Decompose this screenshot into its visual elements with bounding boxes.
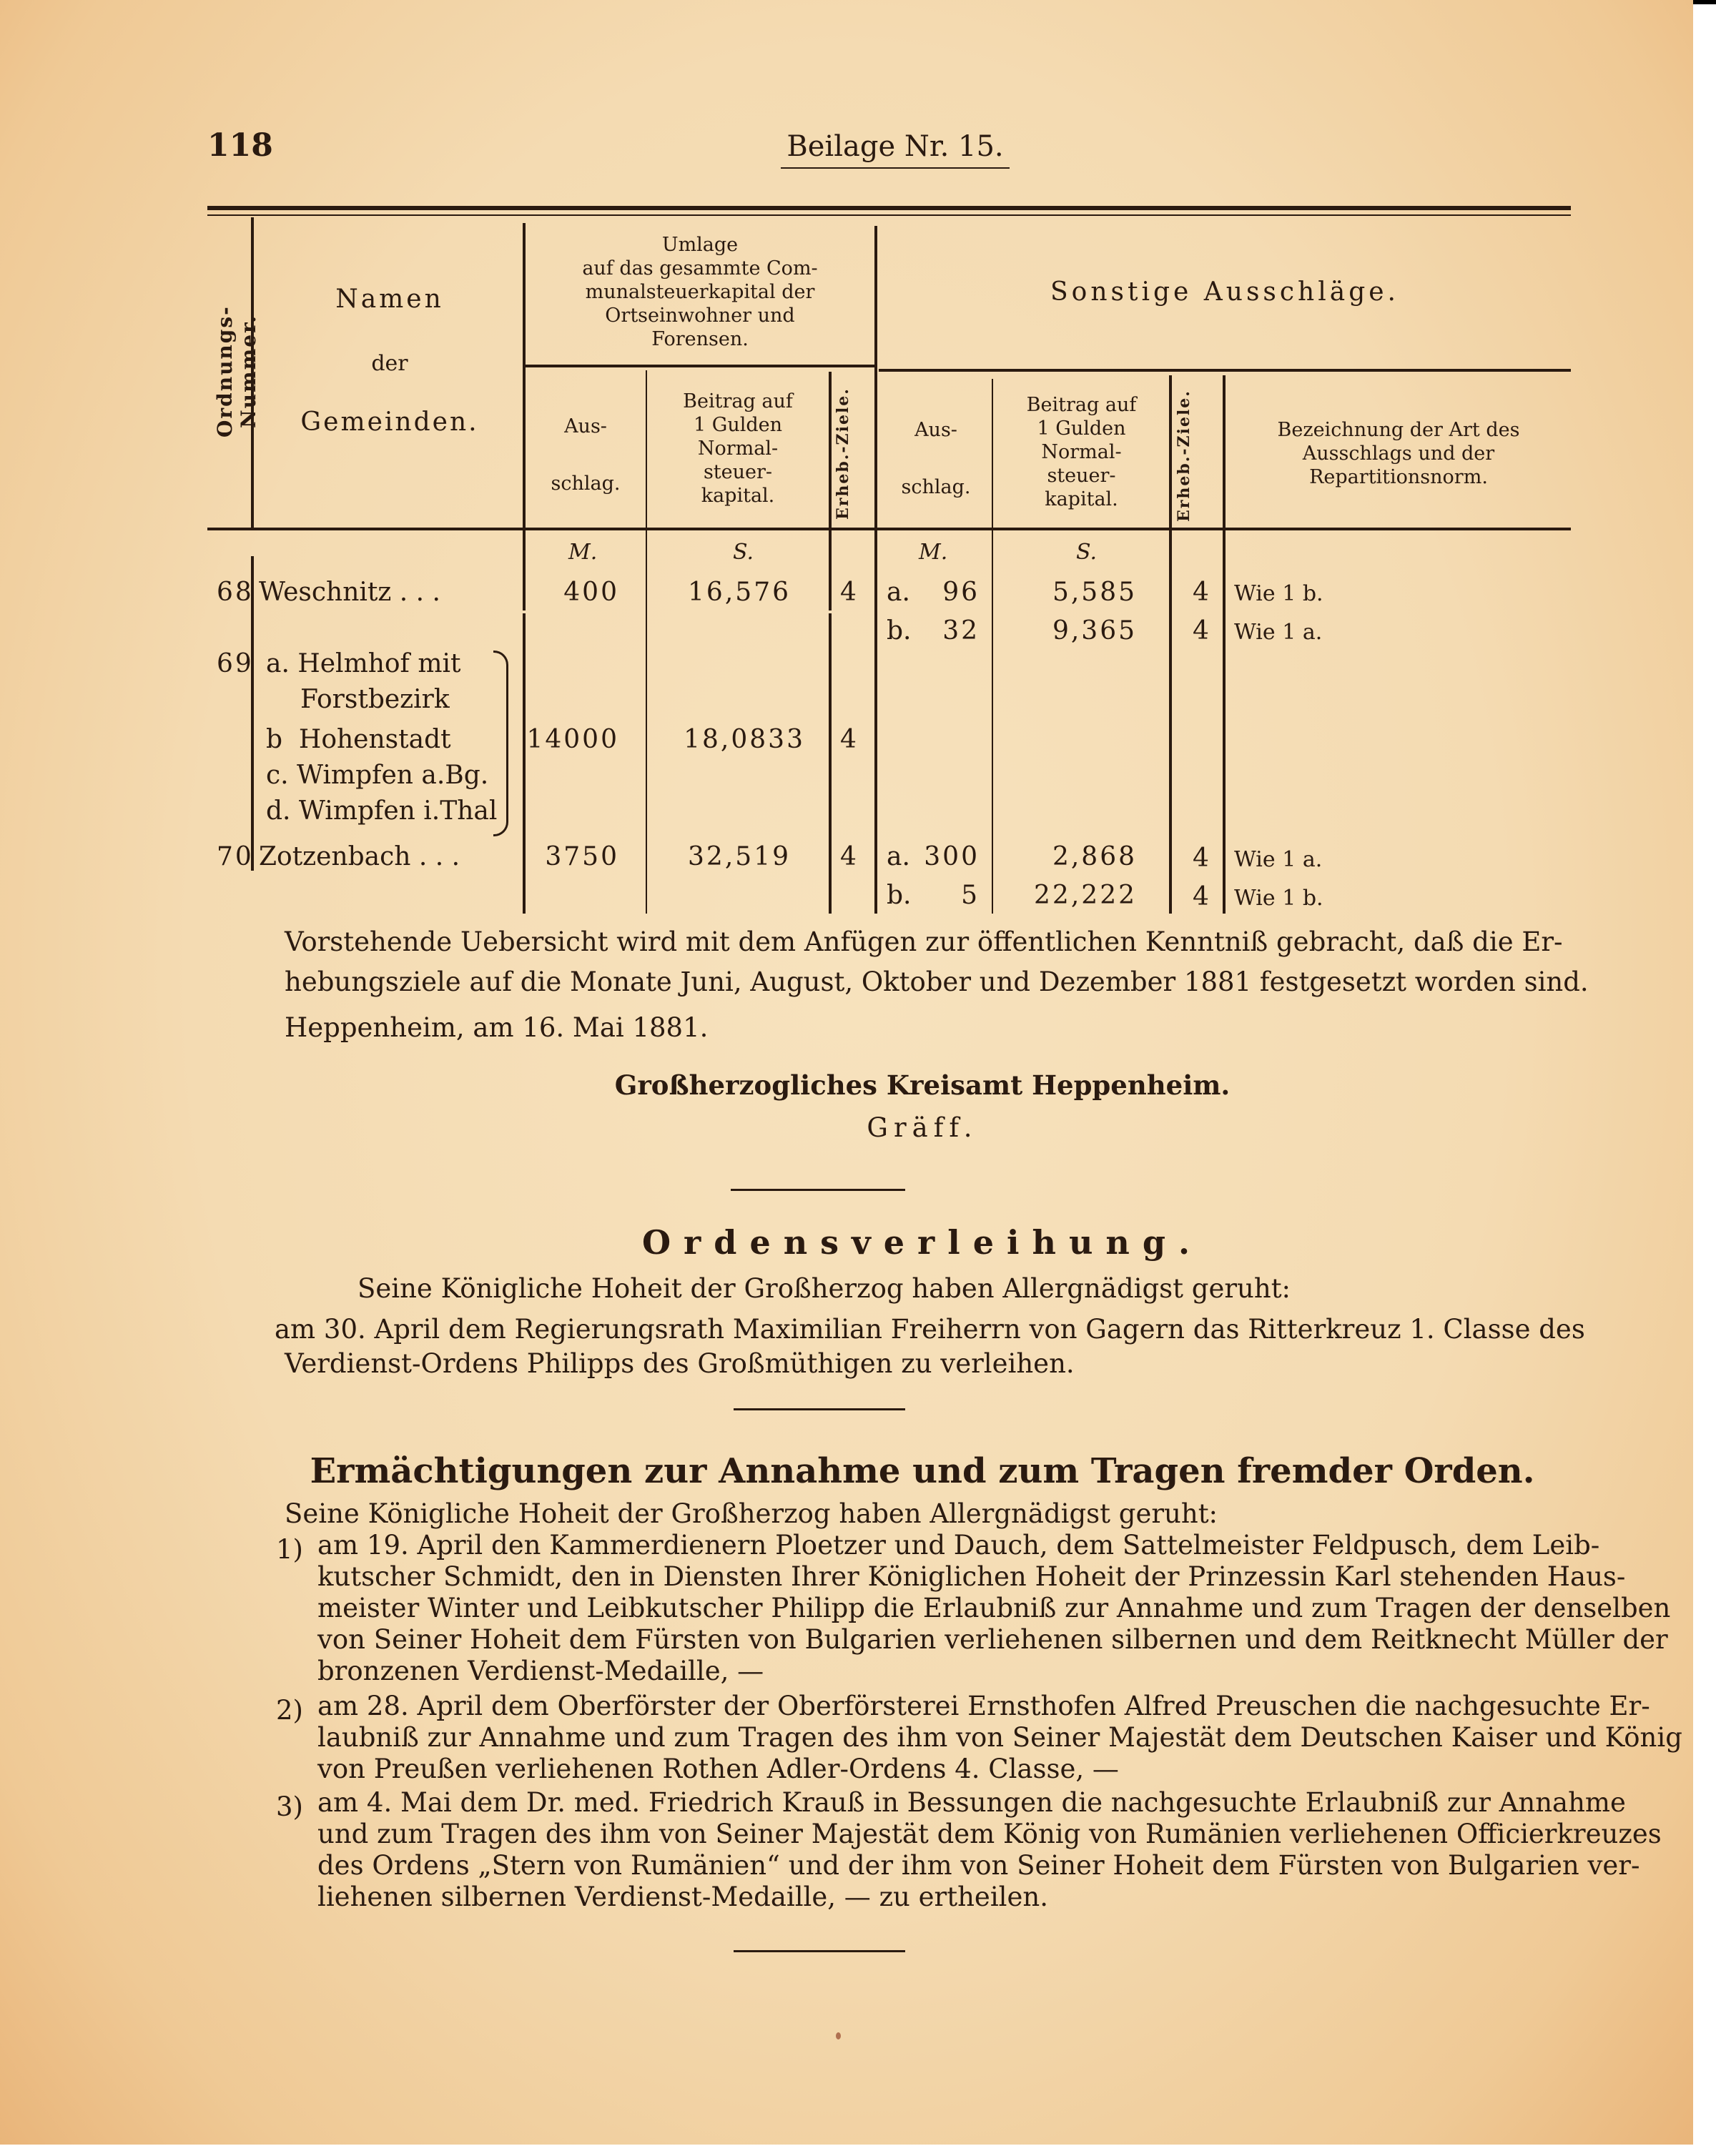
section-divider bbox=[734, 1408, 905, 1410]
item-text bbox=[317, 1787, 1662, 1913]
col-divider bbox=[523, 530, 526, 610]
header-beitrag bbox=[648, 390, 828, 508]
sonstige-beitrag: 5,585 bbox=[1052, 578, 1137, 607]
umlage-subheader-rule bbox=[523, 365, 875, 367]
col-divider bbox=[523, 613, 526, 914]
header-umlage-line: Umlage bbox=[661, 234, 739, 256]
umlage-ziele: 4 bbox=[840, 842, 859, 871]
scan-edge-mark bbox=[1693, 0, 1716, 4]
umlage-ziele: 4 bbox=[840, 725, 859, 754]
table-header-bottom-rule bbox=[207, 528, 1571, 530]
row-number: 69 bbox=[217, 649, 254, 678]
unit-mark-b: M. bbox=[919, 540, 948, 565]
item-line: des Ordens „Stern von Rumänien“ und der ihm von Seiner Hoheit dem Fürsten von Bulgarien ver- bbox=[317, 1850, 1640, 1881]
sonstige-beitrag: 9,365 bbox=[1052, 616, 1137, 646]
sonstige-ziele: 4 bbox=[1193, 578, 1211, 607]
sonstige-bezeichnung: Wie 1 b. bbox=[1234, 581, 1323, 606]
sonstige-subheader-rule bbox=[879, 369, 1571, 372]
header-ausschlag-2b: schlag. bbox=[901, 476, 971, 498]
header-umlage-line: munalsteuerkapital der bbox=[585, 281, 815, 303]
col-divider bbox=[992, 379, 993, 528]
unit-mark: M. bbox=[568, 540, 598, 565]
page-number: 118 bbox=[207, 127, 273, 164]
municipality-part: c. Wimpfen a.Bg. bbox=[266, 761, 489, 790]
sonstige-ausschlag: 32 bbox=[942, 616, 980, 646]
item-line: laubniß zur Annahme und zum Tragen des ihm von Seiner Majestät dem Deutschen Kaiser und König bbox=[317, 1722, 1682, 1753]
header-beitrag-b bbox=[994, 393, 1169, 511]
header-names-3: Gemeinden. bbox=[300, 407, 479, 437]
item-line: kutscher Schmidt, den in Diensten Ihrer Königlichen Hoheit der Prinzessin Karl stehenden Haus- bbox=[317, 1561, 1626, 1592]
sonstige-ausschlag: 96 bbox=[942, 578, 980, 607]
col-divider bbox=[874, 530, 877, 914]
header-bezeichnung-line: Ausschlags und der bbox=[1302, 442, 1495, 465]
col-divider bbox=[992, 530, 993, 914]
header-beitrag-line: Normal- bbox=[1041, 441, 1122, 463]
umlage-ausschlag: 3750 bbox=[545, 842, 619, 871]
header-bezeichnung bbox=[1227, 418, 1570, 489]
orden-intro: Seine Königliche Hoheit der Großherzog haben Allergnädigst geruht: bbox=[358, 1273, 1291, 1304]
umlage-ausschlag: 400 bbox=[563, 578, 619, 607]
header-order-number: Ordnungs-Nummer. bbox=[213, 305, 260, 438]
notice-place-date: Heppenheim, am 16. Mai 1881. bbox=[285, 1012, 709, 1043]
header-umlage-line: Forensen. bbox=[651, 328, 749, 350]
sub-label: b. bbox=[887, 616, 912, 646]
header-ausschlag-1: Aus- bbox=[564, 415, 607, 437]
umlage-ausschlag: 14000 bbox=[526, 725, 619, 754]
fremde-title: Ermächtigungen zur Annahme und zum Tragen fremder Orden. bbox=[310, 1451, 1535, 1491]
header-ausschlag-1b: Aus- bbox=[914, 419, 957, 441]
notice-authority: Großherzogliches Kreisamt Heppenheim. bbox=[614, 1069, 1231, 1101]
header-beitrag-line: Normal- bbox=[697, 437, 779, 460]
row-number: 70 bbox=[217, 842, 254, 871]
fremde-intro: Seine Königliche Hoheit der Großherzog haben Allergnädigst geruht: bbox=[285, 1498, 1218, 1529]
col-divider bbox=[1223, 375, 1226, 528]
notice-signature: Gräff. bbox=[867, 1112, 978, 1143]
orden-line: Verdienst-Ordens Philipps des Großmüthigen zu verleihen. bbox=[285, 1348, 1075, 1379]
item-line: liehenen silbernen Verdienst-Medaille, — zu ertheilen. bbox=[317, 1881, 1048, 1912]
row-number: 68 bbox=[217, 578, 254, 607]
supplement-title: Beilage Nr. 15. bbox=[786, 130, 1004, 163]
section-divider bbox=[731, 1189, 905, 1191]
header-umlage-line: auf das gesammte Com- bbox=[582, 257, 818, 280]
umlage-beitrag: 32,519 bbox=[688, 842, 791, 871]
item-line: bronzenen Verdienst-Medaille, — bbox=[317, 1656, 764, 1686]
item-marker: 3) bbox=[276, 1791, 303, 1822]
notice-paragraph bbox=[285, 922, 1589, 1002]
item-line: von Preußen verliehenen Rothen Adler-Ordens 4. Classe, — bbox=[317, 1754, 1119, 1784]
header-erheb-ziele: Erheb.-Ziele. bbox=[834, 387, 852, 520]
header-names-2: der bbox=[371, 351, 408, 376]
item-text bbox=[317, 1530, 1671, 1687]
sonstige-bezeichnung: Wie 1 b. bbox=[1234, 886, 1323, 911]
header-beitrag-line: Beitrag auf bbox=[1026, 394, 1137, 416]
municipality-name: Zotzenbach . . . bbox=[259, 842, 460, 871]
item-line: von Seiner Hoheit dem Fürsten von Bulgarien verliehenen silbernen und dem Reitknecht Müller der bbox=[317, 1624, 1668, 1655]
sonstige-ziele: 4 bbox=[1193, 882, 1211, 911]
sonstige-beitrag: 2,868 bbox=[1052, 842, 1137, 871]
header-names-1: Namen bbox=[335, 285, 444, 314]
header-beitrag-line: steuer- bbox=[1047, 465, 1116, 487]
header-bezeichnung-line: Bezeichnung der Art des bbox=[1277, 419, 1520, 441]
col-divider bbox=[646, 370, 647, 528]
brace-icon bbox=[493, 651, 508, 836]
municipality-part: Forstbezirk bbox=[300, 685, 450, 714]
notice-line: hebungsziele auf die Monate Juni, August, Oktober und Dezember 1881 festgesetzt worden sind. bbox=[285, 966, 1589, 997]
header-beitrag-line: 1 Gulden bbox=[1037, 417, 1126, 440]
table-top-rule bbox=[207, 206, 1571, 210]
item-line: am 4. Mai dem Dr. med. Friedrich Krauß in Bessungen die nachgesuchte Erlaubniß zur Annahme bbox=[317, 1787, 1626, 1818]
item-line: meister Winter und Leibkutscher Philipp die Erlaubniß zur Annahme und zum Tragen der denselben bbox=[317, 1593, 1671, 1623]
orden-title: Ordensverleihung. bbox=[641, 1223, 1203, 1262]
item-line: am 28. April dem Oberförster der Oberförsterei Ernsthofen Alfred Preuschen die nachgesuchte Er- bbox=[317, 1691, 1650, 1721]
sonstige-bezeichnung: Wie 1 a. bbox=[1234, 620, 1323, 645]
header-sonstige-group: Sonstige Ausschläge. bbox=[1050, 277, 1400, 307]
unit-pfennig: S. bbox=[733, 540, 754, 565]
col-divider bbox=[829, 530, 832, 610]
header-ausschlag-2: schlag. bbox=[551, 473, 621, 495]
header-beitrag-line: kapital. bbox=[1045, 488, 1118, 510]
item-marker: 2) bbox=[276, 1695, 303, 1726]
sub-label: a. bbox=[887, 842, 910, 871]
col-divider bbox=[646, 530, 647, 914]
ink-spot bbox=[836, 2032, 841, 2039]
header-beitrag-line: 1 Gulden bbox=[693, 414, 782, 436]
umlage-beitrag: 16,576 bbox=[688, 578, 791, 607]
header-umlage-group bbox=[526, 233, 874, 351]
unit-pfennig-b: S. bbox=[1076, 540, 1098, 565]
section-divider bbox=[734, 1950, 905, 1952]
col-divider bbox=[523, 223, 526, 528]
notice-line: Vorstehende Uebersicht wird mit dem Anfügen zur öffentlichen Kenntniß gebracht, daß die Er- bbox=[285, 926, 1563, 957]
header-erheb-ziele-b: Erheb.-Ziele. bbox=[1175, 390, 1193, 522]
sonstige-ziele: 4 bbox=[1193, 844, 1211, 873]
umlage-ziele: 4 bbox=[840, 578, 859, 607]
col-divider bbox=[1169, 375, 1172, 528]
col-divider bbox=[874, 226, 877, 528]
municipality-name: Weschnitz . . . bbox=[259, 578, 440, 607]
header-bezeichnung-line: Repartitionsnorm. bbox=[1309, 466, 1488, 488]
item-line: am 19. April den Kammerdienern Ploetzer und Dauch, dem Sattelmeister Feldpusch, dem Leib- bbox=[317, 1530, 1600, 1561]
col-divider bbox=[829, 372, 832, 528]
header-beitrag-line: Beitrag auf bbox=[683, 390, 793, 412]
sonstige-bezeichnung: Wie 1 a. bbox=[1234, 847, 1323, 872]
sonstige-ausschlag: 5 bbox=[961, 881, 980, 910]
municipality-part: a. Helmhof mit bbox=[266, 649, 461, 678]
header-umlage-line: Ortseinwohner und bbox=[605, 305, 795, 327]
header-beitrag-line: steuer- bbox=[703, 461, 773, 483]
sonstige-ausschlag: 300 bbox=[924, 842, 980, 871]
table-top-thin-rule bbox=[207, 214, 1571, 216]
item-text bbox=[317, 1691, 1682, 1785]
sub-label: a. bbox=[887, 578, 910, 607]
municipality-part: b Hohenstadt bbox=[266, 725, 451, 754]
sonstige-ziele: 4 bbox=[1193, 616, 1211, 646]
sonstige-beitrag: 22,222 bbox=[1034, 881, 1137, 910]
header-beitrag-line: kapital. bbox=[701, 485, 775, 507]
col-divider bbox=[1223, 530, 1226, 914]
col-divider bbox=[829, 613, 832, 914]
supplement-underline bbox=[781, 167, 1010, 169]
orden-line: am 30. April dem Regierungsrath Maximilian Freiherrn von Gagern das Ritterkreuz 1. Classe des bbox=[275, 1314, 1585, 1345]
municipality-part: d. Wimpfen i.Thal bbox=[266, 796, 498, 826]
item-marker: 1) bbox=[276, 1534, 303, 1565]
sub-label: b. bbox=[887, 881, 912, 910]
umlage-beitrag: 18,0833 bbox=[684, 725, 805, 754]
col-divider bbox=[1169, 530, 1172, 914]
item-line: und zum Tragen des ihm von Seiner Majestät dem König von Rumänien verliehenen Officierkreuzes bbox=[317, 1819, 1662, 1849]
